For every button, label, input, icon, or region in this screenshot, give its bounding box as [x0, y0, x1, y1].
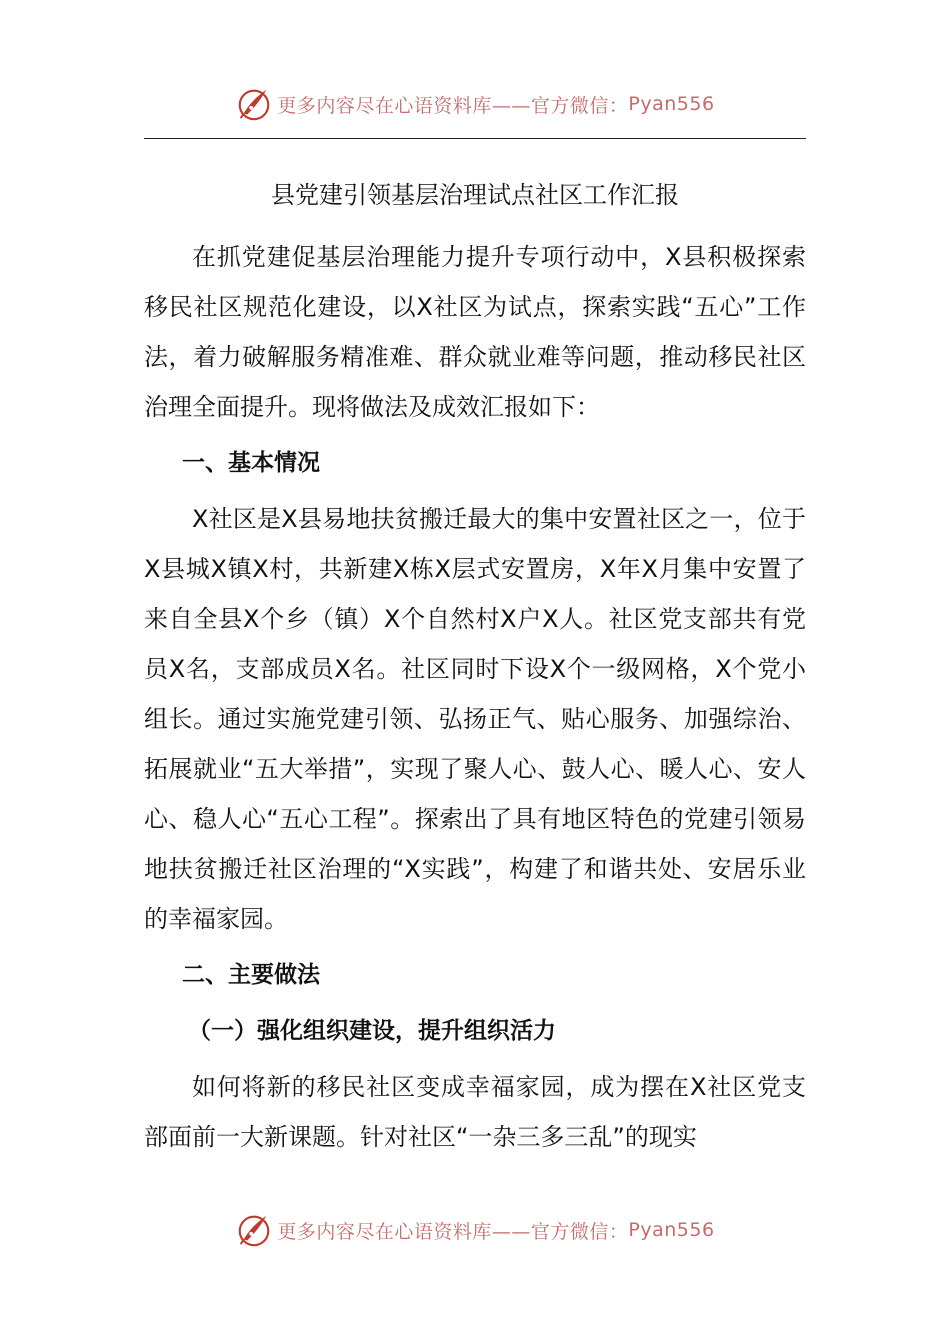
footer-banner	[0, 1210, 950, 1250]
banner-wechat-id: Pyan556	[628, 93, 715, 115]
quill-logo-icon	[235, 85, 273, 123]
basic-situation-paragraph: X社区是X县易地扶贫搬迁最大的集中安置社区之一，位于X县城X镇X村，共新建X栋X层式安置房，X年X月集中安置了来自全县X个乡（镇）X个自然村X户X人。社区党支部共有党员X名，支部成员X名。社区同时下设X个一级网格，X个党小组长。通过实施党建引领、弘扬正气、贴心服务、加强综治、拓展就业“五大举措”，实现了聚人心、鼓人心、暖人心、安人心、稳人心“五心工程”。探索出了具有地区特色的党建引领易地扶贫搬迁社区治理的“X实践”，构建了和谐共处、安居乐业的幸福家园。	[144, 505, 806, 933]
subsection-heading-organization: （一）强化组织建设，提升组织活力	[188, 1018, 556, 1044]
document-body	[144, 170, 806, 1162]
document-title: 县党建引领基层治理试点社区工作汇报	[271, 181, 679, 209]
header-divider	[144, 138, 806, 139]
banner-text: 更多内容尽在心语资料库——官方微信：	[277, 1220, 629, 1243]
organization-paragraph: 如何将新的移民社区变成幸福家园，成为摆在X社区党支部面前一大新课题。针对社区“一杂三多三乱”的现实	[144, 1073, 806, 1151]
section-heading-main-practices: 二、主要做法	[182, 962, 320, 988]
banner-text: 更多内容尽在心语资料库——官方微信：	[277, 94, 629, 117]
quill-logo-icon	[235, 1211, 273, 1249]
intro-paragraph: 在抓党建促基层治理能力提升专项行动中，X县积极探索移民社区规范化建设，以X社区为试点，探索实践“五心”工作法，着力破解服务精准难、群众就业难等问题，推动移民社区治理全面提升。现将做法及成效汇报如下：	[144, 243, 806, 421]
section-heading-basic-situation: 一、基本情况	[182, 450, 320, 476]
banner-wechat-id: Pyan556	[628, 1219, 715, 1241]
header-banner	[0, 84, 950, 124]
